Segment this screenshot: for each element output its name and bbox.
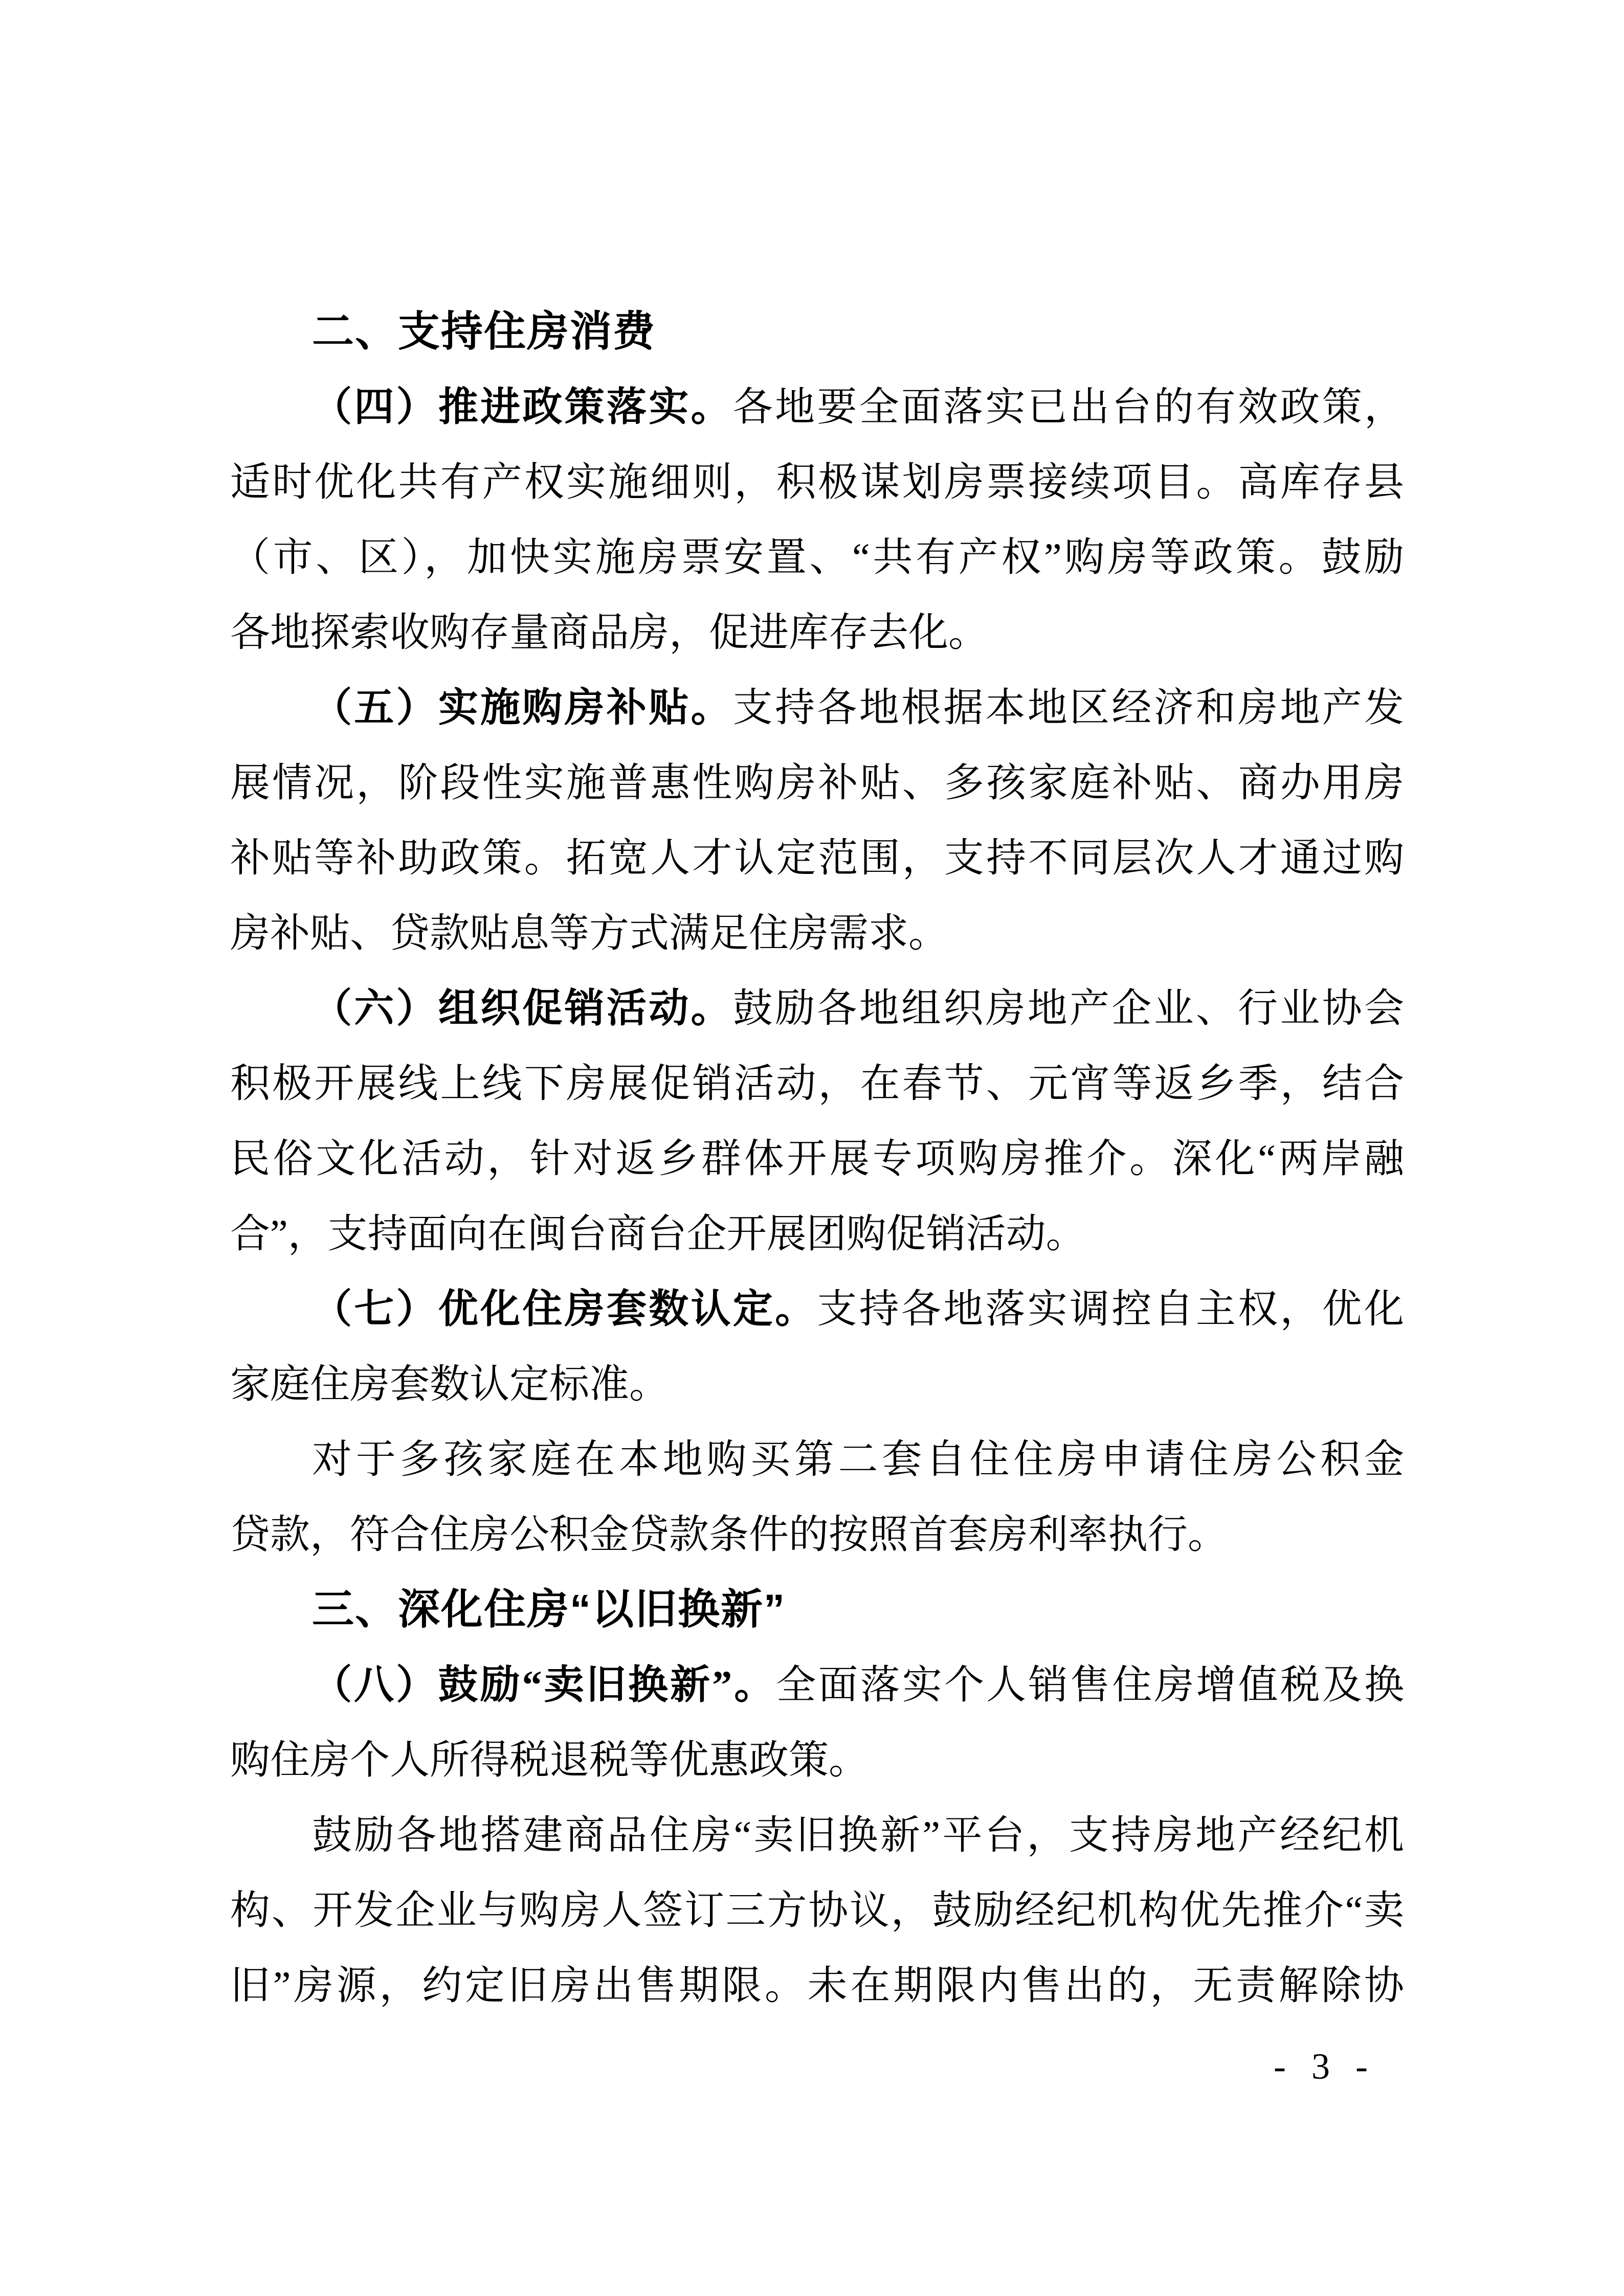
text-line [230,820,1404,895]
section-heading-3 [230,1572,1404,1647]
text-line [230,1121,1404,1196]
text-line [230,745,1404,820]
text-line [230,1422,1404,1497]
text-line [230,595,1404,670]
paragraph-text: 构、开发企业与购房人签订三方协议，鼓励经纪机构优先推介“卖 [230,1888,1404,1932]
paragraph-lead: （八）鼓励“卖旧换新”。 [312,1662,776,1707]
paragraph-text: 购住房个人所得税退税等优惠政策。 [230,1738,869,1782]
paragraph-lead: （四）推进政策落实。 [312,385,733,429]
section-heading-2 [230,294,1404,369]
paragraph-text: 补贴等补助政策。拓宽人才认定范围，支持不同层次人才通过购 [230,836,1404,880]
paragraph-text: 展情况，阶段性实施普惠性购房补贴、多孩家庭补贴、商办用房 [230,760,1404,805]
paragraph-text: 旧”房源，约定旧房出售期限。未在期限内售出的，无责解除协 [230,1963,1404,2008]
section-heading-text: 二、支持住房消费 [312,308,656,355]
paragraph-text: 全面落实个人销售住房增值税及换 [776,1662,1404,1707]
page-number: - 3 - [1274,2046,1376,2087]
text-line [230,1497,1404,1572]
text-line [230,1046,1404,1121]
text-line [230,520,1404,595]
paragraph-lead: （五）实施购房补贴。 [312,685,733,730]
text-line [230,670,1404,745]
paragraph-text: 支持各地落实调控自主权，优化 [817,1287,1404,1331]
paragraph-text: 各地要全面落实已出台的有效政策， [732,385,1404,429]
paragraph-text: 民俗文化活动，针对返乡群体开展专项购房推介。深化“两岸融 [230,1136,1404,1181]
paragraph-text: 积极开展线上线下房展促销活动，在春节、元宵等返乡季，结合 [230,1061,1404,1106]
paragraph-text: 贷款，符合住房公积金贷款条件的按照首套房利率执行。 [230,1512,1228,1557]
paragraph-text: 家庭住房套数认定标准。 [230,1362,670,1406]
text-line [230,1271,1404,1346]
paragraph-lead: （六）组织促销活动。 [312,986,733,1030]
paragraph-text: 对于多孩家庭在本地购买第二套自住住房申请住房公积金 [312,1437,1404,1481]
text-line [230,369,1404,444]
paragraph-text: 各地探索收购存量商品房，促进库存去化。 [230,610,989,655]
text-line [230,1196,1404,1271]
paragraph-lead: （七）优化住房套数认定。 [312,1287,817,1331]
text-line [230,971,1404,1046]
paragraph-text: 合”，支持面向在闽台商台企开展团购促销活动。 [230,1211,1086,1256]
text-line [230,895,1404,971]
document-body [230,294,1404,2023]
paragraph-text: 鼓励各地组织房地产企业、行业协会 [732,986,1404,1030]
section-heading-text: 三、深化住房“以旧换新” [312,1586,786,1633]
text-line [230,1873,1404,1948]
paragraph-text: （市、区），加快实施房票安置、“共有产权”购房等政策。鼓励 [230,535,1404,579]
paragraph-text: 鼓励各地搭建商品住房“卖旧换新”平台，支持房地产经纪机 [312,1813,1404,1857]
paragraph-text: 适时优化共有产权实施细则，积极谋划房票接续项目。高库存县 [230,460,1404,504]
paragraph-text: 支持各地根据本地区经济和房地产发 [732,685,1404,730]
text-line [230,1722,1404,1797]
text-line [230,1647,1404,1722]
text-line [230,1797,1404,1873]
text-line [230,1346,1404,1422]
text-line [230,444,1404,520]
paragraph-text: 房补贴、贷款贴息等方式满足住房需求。 [230,911,949,955]
text-line [230,1948,1404,2023]
